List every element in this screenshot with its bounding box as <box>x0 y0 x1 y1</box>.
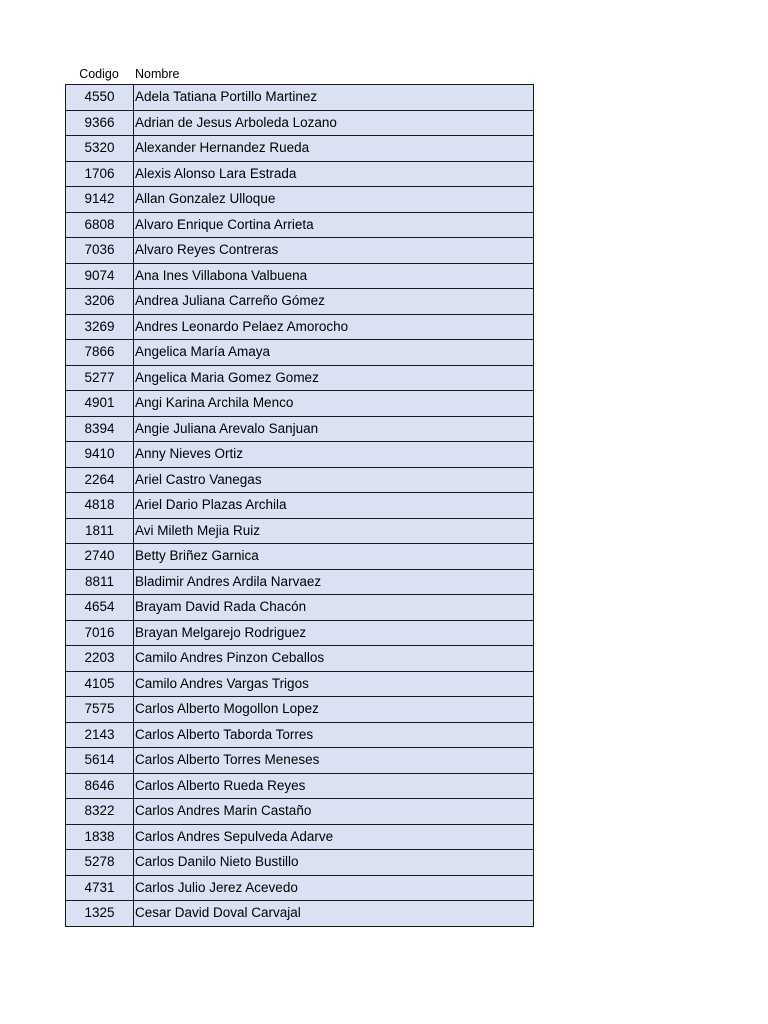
cell-nombre[interactable]: Brayan Melgarejo Rodriguez <box>134 620 534 646</box>
cell-nombre[interactable]: Cesar David Doval Carvajal <box>134 901 534 927</box>
cell-nombre[interactable]: Carlos Julio Jerez Acevedo <box>134 875 534 901</box>
header-codigo: Codigo <box>79 67 119 81</box>
cell-codigo[interactable]: 2143 <box>66 722 134 748</box>
cell-nombre[interactable]: Carlos Danilo Nieto Bustillo <box>134 850 534 876</box>
cell-codigo[interactable]: 7036 <box>66 238 134 264</box>
cell-codigo[interactable]: 1838 <box>66 824 134 850</box>
cell-nombre[interactable]: Alexander Hernandez Rueda <box>134 136 534 162</box>
table-row <box>66 365 534 391</box>
cell-nombre[interactable]: Carlos Andres Sepulveda Adarve <box>134 824 534 850</box>
table-row <box>66 544 534 570</box>
cell-nombre[interactable]: Angie Juliana Arevalo Sanjuan <box>134 416 534 442</box>
cell-nombre[interactable]: Ana Ines Villabona Valbuena <box>134 263 534 289</box>
table-row <box>66 595 534 621</box>
cell-nombre[interactable]: Camilo Andres Vargas Trigos <box>134 671 534 697</box>
cell-nombre[interactable]: Ariel Castro Vanegas <box>134 467 534 493</box>
header-nombre: Nombre <box>135 67 180 81</box>
cell-nombre[interactable]: Ariel Dario Plazas Archila <box>134 493 534 519</box>
table-row <box>66 238 534 264</box>
cell-codigo[interactable]: 8322 <box>66 799 134 825</box>
cell-nombre[interactable]: Avi Mileth Mejia Ruiz <box>134 518 534 544</box>
cell-nombre[interactable]: Brayam David Rada Chacón <box>134 595 534 621</box>
cell-codigo[interactable]: 4654 <box>66 595 134 621</box>
cell-codigo[interactable]: 4731 <box>66 875 134 901</box>
cell-nombre[interactable]: Allan Gonzalez Ulloque <box>134 187 534 213</box>
cell-codigo[interactable]: 6808 <box>66 212 134 238</box>
table-row <box>66 875 534 901</box>
cell-nombre[interactable]: Andres Leonardo Pelaez Amorocho <box>134 314 534 340</box>
cell-nombre[interactable]: Carlos Andres Marin Castaño <box>134 799 534 825</box>
spreadsheet <box>65 64 534 927</box>
table-row <box>66 646 534 672</box>
cell-nombre[interactable]: Alvaro Reyes Contreras <box>134 238 534 264</box>
cell-codigo[interactable]: 2203 <box>66 646 134 672</box>
cell-codigo[interactable]: 7866 <box>66 340 134 366</box>
cell-codigo[interactable]: 8646 <box>66 773 134 799</box>
table-row <box>66 799 534 825</box>
cell-codigo[interactable]: 9366 <box>66 110 134 136</box>
table-row <box>66 212 534 238</box>
cell-codigo[interactable]: 8394 <box>66 416 134 442</box>
table-row <box>66 493 534 519</box>
column-headers <box>65 64 534 84</box>
cell-nombre[interactable]: Carlos Alberto Rueda Reyes <box>134 773 534 799</box>
cell-nombre[interactable]: Carlos Alberto Taborda Torres <box>134 722 534 748</box>
cell-nombre[interactable]: Alvaro Enrique Cortina Arrieta <box>134 212 534 238</box>
cell-codigo[interactable]: 5277 <box>66 365 134 391</box>
cell-nombre[interactable]: Angelica María Amaya <box>134 340 534 366</box>
cell-nombre[interactable]: Adrian de Jesus Arboleda Lozano <box>134 110 534 136</box>
cell-nombre[interactable]: Andrea Juliana Carreño Gómez <box>134 289 534 315</box>
table-row <box>66 722 534 748</box>
cell-codigo[interactable]: 8811 <box>66 569 134 595</box>
table-row <box>66 110 534 136</box>
cell-codigo[interactable]: 1706 <box>66 161 134 187</box>
cell-codigo[interactable]: 3269 <box>66 314 134 340</box>
data-table <box>65 84 534 927</box>
cell-codigo[interactable]: 5614 <box>66 748 134 774</box>
cell-codigo[interactable]: 2264 <box>66 467 134 493</box>
table-row <box>66 263 534 289</box>
cell-codigo[interactable]: 5278 <box>66 850 134 876</box>
cell-codigo[interactable]: 4901 <box>66 391 134 417</box>
cell-codigo[interactable]: 9142 <box>66 187 134 213</box>
table-row <box>66 518 534 544</box>
table-row <box>66 671 534 697</box>
cell-nombre[interactable]: Carlos Alberto Torres Meneses <box>134 748 534 774</box>
cell-codigo[interactable]: 3206 <box>66 289 134 315</box>
cell-codigo[interactable]: 1325 <box>66 901 134 927</box>
cell-nombre[interactable]: Adela Tatiana Portillo Martinez <box>134 85 534 111</box>
table-row <box>66 136 534 162</box>
cell-nombre[interactable]: Carlos Alberto Mogollon Lopez <box>134 697 534 723</box>
table-row <box>66 391 534 417</box>
table-row <box>66 161 534 187</box>
table-row <box>66 340 534 366</box>
cell-nombre[interactable]: Alexis Alonso Lara Estrada <box>134 161 534 187</box>
table-row <box>66 748 534 774</box>
cell-codigo[interactable]: 7575 <box>66 697 134 723</box>
table-row <box>66 824 534 850</box>
cell-codigo[interactable]: 2740 <box>66 544 134 570</box>
table-row <box>66 187 534 213</box>
table-row <box>66 620 534 646</box>
cell-codigo[interactable]: 5320 <box>66 136 134 162</box>
table-row <box>66 85 534 111</box>
cell-codigo[interactable]: 1811 <box>66 518 134 544</box>
cell-nombre[interactable]: Bladimir Andres Ardila Narvaez <box>134 569 534 595</box>
cell-nombre[interactable]: Angelica Maria Gomez Gomez <box>134 365 534 391</box>
cell-codigo[interactable]: 4818 <box>66 493 134 519</box>
table-row <box>66 850 534 876</box>
cell-codigo[interactable]: 7016 <box>66 620 134 646</box>
cell-codigo[interactable]: 4550 <box>66 85 134 111</box>
table-row <box>66 569 534 595</box>
cell-nombre[interactable]: Anny Nieves Ortiz <box>134 442 534 468</box>
table-row <box>66 697 534 723</box>
cell-nombre[interactable]: Angi Karina Archila Menco <box>134 391 534 417</box>
table-row <box>66 314 534 340</box>
cell-codigo[interactable]: 4105 <box>66 671 134 697</box>
table-row <box>66 442 534 468</box>
table-row <box>66 773 534 799</box>
cell-nombre[interactable]: Camilo Andres Pinzon Ceballos <box>134 646 534 672</box>
cell-codigo[interactable]: 9074 <box>66 263 134 289</box>
cell-nombre[interactable]: Betty Briñez Garnica <box>134 544 534 570</box>
table-row <box>66 467 534 493</box>
table-row <box>66 416 534 442</box>
table-row <box>66 901 534 927</box>
cell-codigo[interactable]: 9410 <box>66 442 134 468</box>
table-row <box>66 289 534 315</box>
